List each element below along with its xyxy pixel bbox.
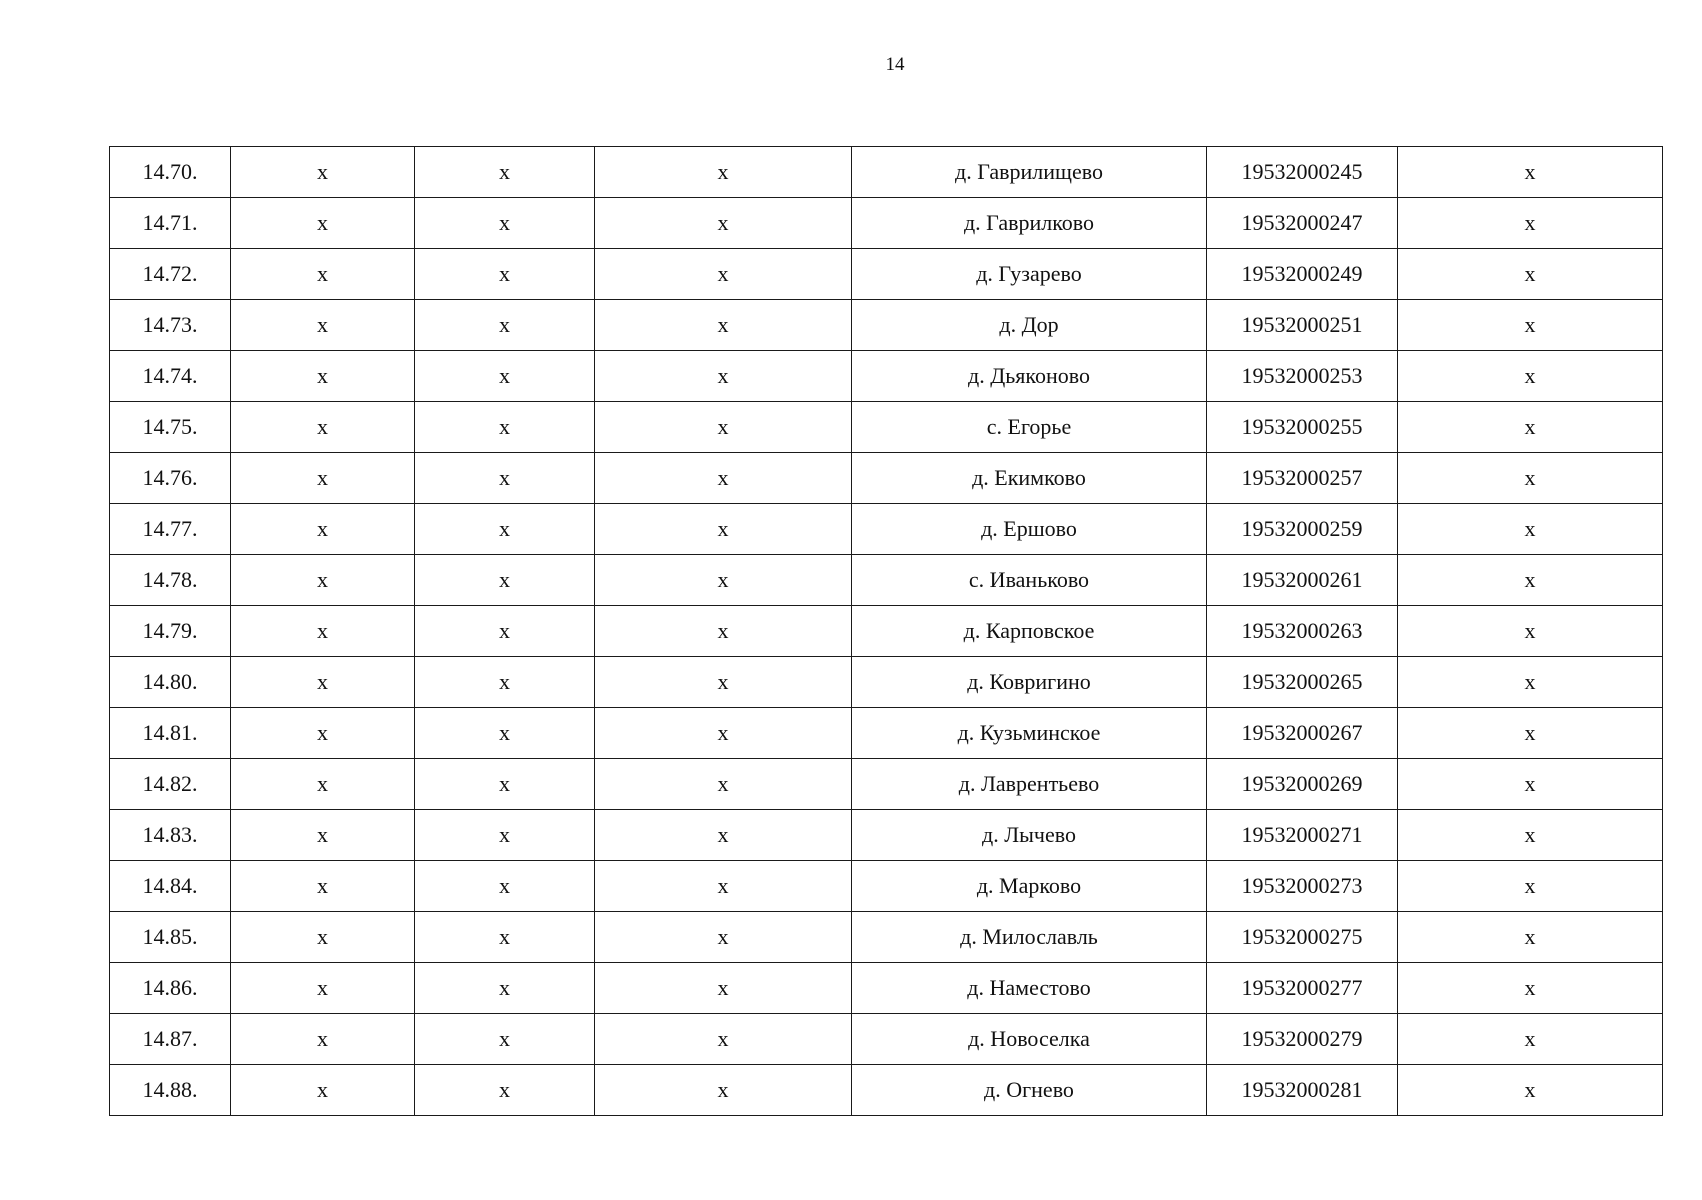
cell-x: х: [1398, 657, 1663, 708]
oktmo-code: 19532000271: [1207, 810, 1398, 861]
cell-x: х: [231, 1065, 415, 1116]
oktmo-code: 19532000261: [1207, 555, 1398, 606]
cell-x: х: [231, 606, 415, 657]
cell-x: х: [231, 810, 415, 861]
oktmo-code: 19532000267: [1207, 708, 1398, 759]
cell-x: х: [231, 759, 415, 810]
table-row: [110, 912, 1663, 963]
cell-x: х: [1398, 963, 1663, 1014]
cell-x: х: [595, 351, 852, 402]
table-row: [110, 1014, 1663, 1065]
oktmo-code: 19532000277: [1207, 963, 1398, 1014]
cell-x: х: [415, 759, 595, 810]
settlement-name: с. Иваньково: [852, 555, 1207, 606]
cell-x: х: [595, 402, 852, 453]
cell-x: х: [231, 351, 415, 402]
table-row: [110, 1065, 1663, 1116]
settlement-name: д. Карповское: [852, 606, 1207, 657]
row-number: 14.85.: [110, 912, 231, 963]
settlement-name: д. Екимково: [852, 453, 1207, 504]
cell-x: х: [1398, 708, 1663, 759]
settlement-name: д. Ершово: [852, 504, 1207, 555]
cell-x: х: [1398, 606, 1663, 657]
table-row: [110, 963, 1663, 1014]
table-row: [110, 555, 1663, 606]
cell-x: х: [231, 453, 415, 504]
settlements-table: [109, 146, 1663, 1116]
cell-x: х: [231, 1014, 415, 1065]
oktmo-code: 19532000273: [1207, 861, 1398, 912]
row-number: 14.72.: [110, 249, 231, 300]
row-number: 14.73.: [110, 300, 231, 351]
table-row: [110, 861, 1663, 912]
oktmo-code: 19532000253: [1207, 351, 1398, 402]
table-row: [110, 708, 1663, 759]
cell-x: х: [595, 759, 852, 810]
cell-x: х: [415, 198, 595, 249]
cell-x: х: [231, 147, 415, 198]
table-row: [110, 198, 1663, 249]
oktmo-code: 19532000249: [1207, 249, 1398, 300]
table-row: [110, 504, 1663, 555]
oktmo-code: 19532000247: [1207, 198, 1398, 249]
settlement-name: д. Дор: [852, 300, 1207, 351]
cell-x: х: [1398, 861, 1663, 912]
cell-x: х: [415, 861, 595, 912]
cell-x: х: [415, 402, 595, 453]
oktmo-code: 19532000263: [1207, 606, 1398, 657]
table-row: [110, 402, 1663, 453]
cell-x: х: [1398, 504, 1663, 555]
row-number: 14.74.: [110, 351, 231, 402]
cell-x: х: [415, 810, 595, 861]
settlement-name: д. Гаврилищево: [852, 147, 1207, 198]
oktmo-code: 19532000255: [1207, 402, 1398, 453]
row-number: 14.83.: [110, 810, 231, 861]
cell-x: х: [1398, 249, 1663, 300]
cell-x: х: [595, 198, 852, 249]
table-row: [110, 657, 1663, 708]
oktmo-code: 19532000279: [1207, 1014, 1398, 1065]
cell-x: х: [231, 198, 415, 249]
table-row: [110, 351, 1663, 402]
cell-x: х: [595, 1014, 852, 1065]
cell-x: х: [415, 300, 595, 351]
row-number: 14.87.: [110, 1014, 231, 1065]
cell-x: х: [595, 912, 852, 963]
table-row: [110, 810, 1663, 861]
cell-x: х: [415, 555, 595, 606]
cell-x: х: [231, 861, 415, 912]
cell-x: х: [415, 912, 595, 963]
oktmo-code: 19532000269: [1207, 759, 1398, 810]
settlement-name: д. Лычево: [852, 810, 1207, 861]
cell-x: х: [595, 810, 852, 861]
cell-x: х: [415, 147, 595, 198]
row-number: 14.70.: [110, 147, 231, 198]
cell-x: х: [1398, 912, 1663, 963]
settlement-name: д. Новоселка: [852, 1014, 1207, 1065]
row-number: 14.80.: [110, 657, 231, 708]
cell-x: х: [415, 453, 595, 504]
cell-x: х: [595, 300, 852, 351]
settlement-name: с. Егорье: [852, 402, 1207, 453]
cell-x: х: [1398, 555, 1663, 606]
cell-x: х: [231, 912, 415, 963]
cell-x: х: [1398, 351, 1663, 402]
settlement-name: д. Наместово: [852, 963, 1207, 1014]
table-row: [110, 606, 1663, 657]
page-number: 14: [885, 54, 905, 75]
settlement-name: д. Гаврилково: [852, 198, 1207, 249]
cell-x: х: [595, 1065, 852, 1116]
table-row: [110, 147, 1663, 198]
cell-x: х: [415, 708, 595, 759]
cell-x: х: [1398, 759, 1663, 810]
cell-x: х: [231, 555, 415, 606]
row-number: 14.84.: [110, 861, 231, 912]
table-row: [110, 759, 1663, 810]
cell-x: х: [231, 657, 415, 708]
cell-x: х: [231, 300, 415, 351]
cell-x: х: [595, 504, 852, 555]
cell-x: х: [595, 147, 852, 198]
cell-x: х: [1398, 1065, 1663, 1116]
cell-x: х: [595, 861, 852, 912]
oktmo-code: 19532000281: [1207, 1065, 1398, 1116]
cell-x: х: [231, 504, 415, 555]
row-number: 14.75.: [110, 402, 231, 453]
table-row: [110, 453, 1663, 504]
cell-x: х: [1398, 402, 1663, 453]
cell-x: х: [595, 657, 852, 708]
oktmo-code: 19532000259: [1207, 504, 1398, 555]
table-row: [110, 249, 1663, 300]
row-number: 14.82.: [110, 759, 231, 810]
row-number: 14.78.: [110, 555, 231, 606]
oktmo-code: 19532000257: [1207, 453, 1398, 504]
cell-x: х: [1398, 810, 1663, 861]
row-number: 14.79.: [110, 606, 231, 657]
settlement-name: д. Марково: [852, 861, 1207, 912]
cell-x: х: [415, 963, 595, 1014]
settlement-name: д. Огнево: [852, 1065, 1207, 1116]
table-body: [110, 147, 1663, 1116]
row-number: 14.86.: [110, 963, 231, 1014]
row-number: 14.77.: [110, 504, 231, 555]
cell-x: х: [415, 1014, 595, 1065]
oktmo-code: 19532000251: [1207, 300, 1398, 351]
cell-x: х: [231, 402, 415, 453]
cell-x: х: [1398, 198, 1663, 249]
cell-x: х: [595, 555, 852, 606]
table-row: [110, 300, 1663, 351]
cell-x: х: [1398, 300, 1663, 351]
cell-x: х: [415, 504, 595, 555]
settlement-name: д. Гузарево: [852, 249, 1207, 300]
cell-x: х: [415, 657, 595, 708]
settlement-name: д. Лаврентьево: [852, 759, 1207, 810]
cell-x: х: [595, 708, 852, 759]
cell-x: х: [1398, 1014, 1663, 1065]
oktmo-code: 19532000275: [1207, 912, 1398, 963]
cell-x: х: [1398, 147, 1663, 198]
settlement-name: д. Милославль: [852, 912, 1207, 963]
cell-x: х: [1398, 453, 1663, 504]
row-number: 14.71.: [110, 198, 231, 249]
cell-x: х: [231, 963, 415, 1014]
cell-x: х: [415, 249, 595, 300]
oktmo-code: 19532000245: [1207, 147, 1398, 198]
cell-x: х: [415, 1065, 595, 1116]
cell-x: х: [231, 708, 415, 759]
cell-x: х: [415, 606, 595, 657]
settlement-name: д. Дьяконово: [852, 351, 1207, 402]
row-number: 14.81.: [110, 708, 231, 759]
cell-x: х: [231, 249, 415, 300]
cell-x: х: [595, 249, 852, 300]
settlement-name: д. Кузьминское: [852, 708, 1207, 759]
oktmo-code: 19532000265: [1207, 657, 1398, 708]
cell-x: х: [415, 351, 595, 402]
cell-x: х: [595, 453, 852, 504]
row-number: 14.76.: [110, 453, 231, 504]
row-number: 14.88.: [110, 1065, 231, 1116]
cell-x: х: [595, 606, 852, 657]
cell-x: х: [595, 963, 852, 1014]
settlement-name: д. Ковригино: [852, 657, 1207, 708]
